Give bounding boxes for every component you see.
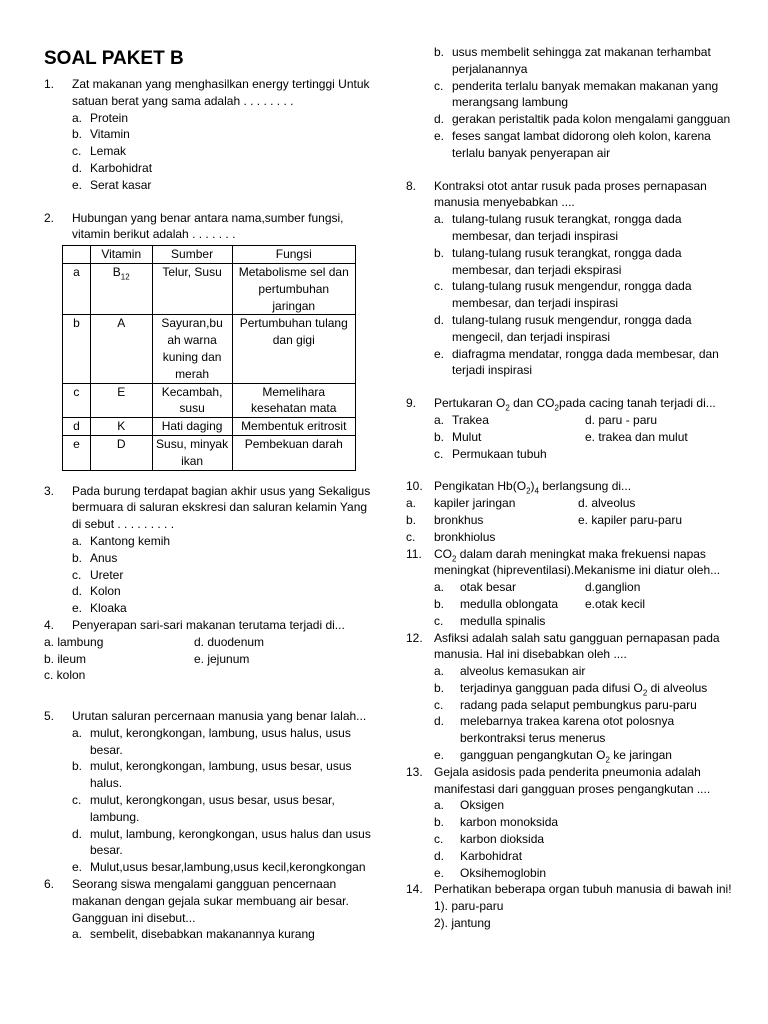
- option-a: a. tulang-tulang rusuk terangkat, rongga dada membesar, dan terjadi inspirasi: [434, 212, 682, 243]
- table-header-row: [63, 246, 356, 264]
- option-pair: c. bronkhiolus: [406, 529, 496, 544]
- option-b: b. tulang-tulang rusuk terangkat, rongga dada membesar, dan terjadi ekspirasi: [434, 245, 682, 277]
- option-a: a. Kantong kemih: [72, 533, 171, 548]
- option-pair: b. medulla oblongata e.otak kecil: [434, 596, 646, 611]
- table-row: d K Hati daging Membentuk eritrosit: [63, 418, 356, 436]
- question-number: 11.: [406, 546, 422, 561]
- option-e: e. Mulut,usus besar,lambung,usus kecil,kerongkongan: [72, 860, 366, 875]
- option-d: d. mulut, lambung, kerongkongan, usus halus dan usus besar.: [72, 826, 371, 858]
- option-c: c. karbon dioksida: [434, 832, 545, 847]
- vitamin-table: [62, 245, 356, 470]
- question-text: Pengikatan $Hb(O_2)_4$ berlangsung di...: [434, 479, 632, 496]
- option-pair: a. lambung d. duodenum: [44, 634, 265, 649]
- question-13: [406, 764, 736, 882]
- header-fungsi: Fungsi: [232, 246, 356, 264]
- header-sumber: Sumber: [152, 246, 232, 264]
- question-text: Pertukaran $O_2$ dan $CO_2pada$ cacing tanah terjadi di...: [434, 396, 716, 413]
- option-pair: a. kapiler jaringan d. alveolus: [406, 496, 636, 511]
- option-e: e. diafragma mendatar, rongga dada membesar, dan terjadi inspirasi: [434, 346, 719, 378]
- question-text: $CO_2$ dalam darah meningkat maka frekuensi napas meningkat (hipreventilasi).Mekanisme ini diatur oleh...: [434, 546, 721, 578]
- question-12: [406, 630, 736, 764]
- option-b: b. Anus: [72, 550, 118, 565]
- option-a: a. sembelit, disebabkan makanannya kurang: [72, 927, 315, 942]
- option-pair: c. medulla spinalis: [434, 613, 546, 628]
- question-10: [406, 478, 736, 495]
- question-3: [44, 483, 374, 617]
- option-c: c. penderita terlalu banyak memakan makanan yang merangsang lambung: [434, 78, 719, 110]
- option-pair: c. kolon: [44, 668, 86, 683]
- option-pair: b. ileum e. jejunum: [44, 651, 250, 666]
- option-d: d. Kolon: [72, 584, 121, 599]
- question-6: [44, 876, 374, 943]
- option-c: c. mulut, kerongkongan, usus besar, usus besar, lambung.: [72, 793, 335, 824]
- option-d: d. Karbohidrat: [434, 848, 523, 863]
- question-8: [406, 178, 736, 380]
- question-number: 5.: [44, 709, 55, 724]
- list-item: 1). paru-paru: [434, 899, 504, 914]
- option-d: d. tulang-tulang rusuk mengendur, rongga dada mengecil, dan terjadi inspirasi: [434, 312, 692, 344]
- question-text: Pada burung terdapat bagian akhir usus yang Sekaligus bermuara di saluran ekskresi dan saluran kelamin Yang di sebut . . . . . . . . .: [72, 483, 371, 532]
- question-1: [44, 76, 374, 194]
- option-pair: b. bronkhus e. kapiler paru-paru: [406, 512, 683, 527]
- option-a: a. Oksigen: [434, 798, 505, 813]
- option-pair: a. Trakea d. paru - paru: [434, 412, 658, 427]
- question-9: [406, 395, 736, 462]
- question-number: 1.: [44, 77, 55, 91]
- option-b: b. mulut, kerongkongan, lambung, usus besar, usus halus.: [72, 759, 352, 791]
- table-row: e D Susu, minyak ikan Pembekuan darah: [63, 435, 356, 470]
- question-text: Hubungan yang benar antara nama,sumber fungsi, vitamin berikut adalah . . . . . . .: [72, 210, 344, 242]
- option-pair: c. Permukaan tubuh: [434, 446, 547, 461]
- option-d: d. gerakan peristaltik pada kolon mengalami gangguan: [434, 112, 731, 127]
- list-item: 2). jantung: [434, 916, 491, 931]
- right-column: [406, 0, 736, 932]
- question-number: 10.: [406, 479, 423, 494]
- question-text: Penyerapan sari-sari makanan terutama terjadi di...: [72, 617, 345, 632]
- question-number: 2.: [44, 210, 55, 225]
- header-vitamin: Vitamin: [90, 246, 152, 264]
- question-text: Seorang siswa mengalami gangguan pencernaan makanan dengan gejala sukar membuang air besar. Gangguan ini disebut...: [72, 877, 349, 925]
- table-row: c E Kecambah, susu Memelihara kesehatan mata: [63, 383, 356, 418]
- option-e: e. feses sangat lambat didorong oleh kolon, karena terlalu banyak penyerapan air: [434, 128, 711, 160]
- page-title: SOAL PAKET B: [44, 48, 184, 69]
- question-text: Urutan saluran percernaan manusia yang benar Ialah...: [72, 709, 367, 724]
- question-number: 4.: [44, 617, 55, 632]
- option-c: c. Lemak: [72, 144, 127, 159]
- question-text: Gejala asidosis pada penderita pneumonia adalah manifestasi dari gangguan proses pengangkutan ....: [434, 764, 711, 796]
- option-b: b. karbon monoksida: [434, 815, 559, 830]
- question-text: Perhatikan beberapa organ tubuh manusia di bawah ini!: [434, 882, 732, 897]
- left-column: [44, 0, 374, 943]
- question-6-continued: [406, 44, 736, 162]
- question-number: 8.: [406, 178, 417, 193]
- option-d: d. Karbohidrat: [72, 160, 153, 175]
- option-c: c. Ureter: [72, 567, 124, 582]
- option-pair: a. otak besar d.ganglion: [434, 580, 641, 595]
- option-c: c. radang pada selaput pembungkus paru-paru: [434, 697, 697, 712]
- question-14: [406, 881, 736, 931]
- question-number: 3.: [44, 483, 55, 498]
- table-row: a $B_{12}$ Telur, Susu Metabolisme sel dan pertumbuhan jaringan: [63, 263, 356, 314]
- question-number: 9.: [406, 396, 417, 411]
- option-a: a. mulut, kerongkongan, lambung, usus halus, usus besar.: [72, 725, 351, 757]
- option-pair: b. Mulut e. trakea dan mulut: [434, 429, 688, 444]
- question-5: [44, 708, 374, 876]
- table-row: b A Sayuran,bu ah warna kuning dan merah Pertumbuhan tulang dan gigi: [63, 315, 356, 383]
- question-2: [44, 210, 374, 244]
- question-number: 14.: [406, 882, 423, 897]
- question-number: 13.: [406, 764, 423, 779]
- option-b: b. Vitamin: [72, 127, 130, 142]
- option-e: e. Kloaka: [72, 601, 127, 616]
- option-c: c. tulang-tulang rusuk mengendur, rongga dada membesar, dan terjadi inspirasi: [434, 279, 692, 311]
- option-a: a. alveolus kemasukan air: [434, 664, 586, 679]
- question-number: 12.: [406, 630, 423, 645]
- option-d: d. melebarnya trakea karena otot polosnya berkontraksi terus menerus: [434, 714, 675, 746]
- question-text: Zat makanan yang menghasilkan energy tertinggi Untuk satuan berat yang sama adalah . . . . . . . .: [72, 77, 370, 108]
- option-b: b. usus membelit sehingga zat makanan terhambat perjalanannya: [434, 45, 711, 76]
- question-11: [406, 546, 736, 630]
- question-number: 6.: [44, 877, 55, 892]
- question-text: Asfiksi adalah salah satu gangguan pernapasan pada manusia. Hal ini disebabkan oleh ....: [434, 630, 720, 662]
- option-e: e. gangguan pengangkutan $O_2$ ke jaringan: [434, 748, 672, 765]
- question-text: Kontraksi otot antar rusuk pada proses pernapasan manusia menyebabkan ....: [434, 178, 707, 210]
- option-a: a. Protein: [72, 110, 129, 125]
- option-e: e. Serat kasar: [72, 177, 152, 192]
- option-e: e. Oksihemoglobin: [434, 865, 547, 880]
- question-4: [44, 617, 374, 634]
- option-b: b. terjadinya gangguan pada difusi $O_2$ di alveolus: [434, 680, 708, 698]
